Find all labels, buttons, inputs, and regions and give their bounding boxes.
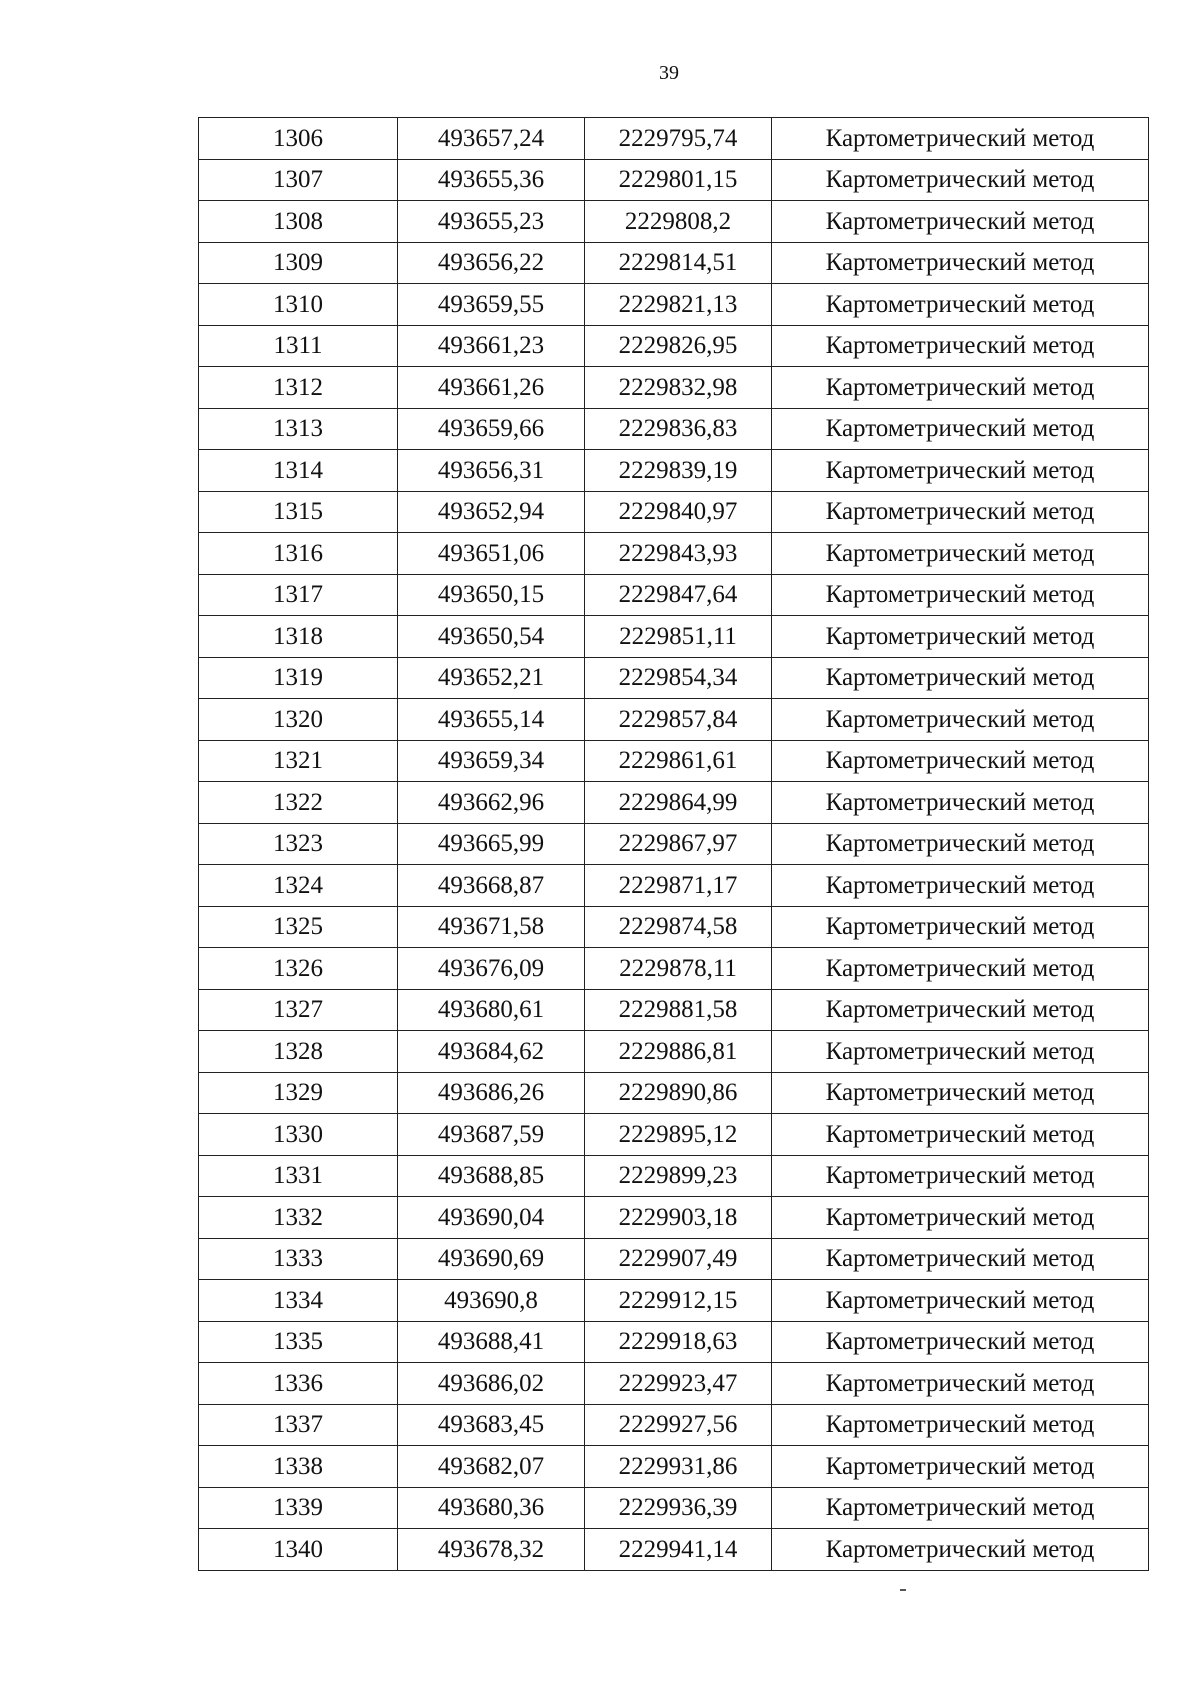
x-coordinate-cell: 493676,09 [398,948,585,990]
table-row [199,242,1149,284]
point-number-cell: 1319 [199,657,398,699]
point-number-cell: 1323 [199,823,398,865]
method-cell: Картометрический метод [772,1404,1149,1446]
point-number-cell: 1325 [199,906,398,948]
method-cell: Картометрический метод [772,1280,1149,1322]
coordinates-table [198,117,1149,1571]
method-cell: Картометрический метод [772,823,1149,865]
point-number-cell: 1309 [199,242,398,284]
method-cell: Картометрический метод [772,533,1149,575]
page-number: 39 [659,62,679,84]
point-number-cell: 1317 [199,574,398,616]
x-coordinate-cell: 493686,02 [398,1363,585,1405]
y-coordinate-cell: 2229903,18 [585,1197,772,1239]
method-cell: Картометрический метод [772,989,1149,1031]
method-cell: Картометрический метод [772,159,1149,201]
table-row [199,906,1149,948]
table-row [199,1238,1149,1280]
table-row [199,823,1149,865]
y-coordinate-cell: 2229864,99 [585,782,772,824]
point-number-cell: 1327 [199,989,398,1031]
method-cell: Картометрический метод [772,408,1149,450]
x-coordinate-cell: 493650,15 [398,574,585,616]
method-cell: Картометрический метод [772,1363,1149,1405]
point-number-cell: 1324 [199,865,398,907]
x-coordinate-cell: 493680,36 [398,1487,585,1529]
table-row [199,1280,1149,1322]
y-coordinate-cell: 2229931,86 [585,1446,772,1488]
point-number-cell: 1310 [199,284,398,326]
method-cell: Картометрический метод [772,906,1149,948]
table-row [199,1404,1149,1446]
table-row [199,159,1149,201]
method-cell: Картометрический метод [772,1238,1149,1280]
scan-mark [900,1589,906,1591]
method-cell: Картометрический метод [772,1446,1149,1488]
y-coordinate-cell: 2229890,86 [585,1072,772,1114]
point-number-cell: 1337 [199,1404,398,1446]
x-coordinate-cell: 493684,62 [398,1031,585,1073]
table-row [199,450,1149,492]
x-coordinate-cell: 493652,21 [398,657,585,699]
x-coordinate-cell: 493682,07 [398,1446,585,1488]
method-cell: Картометрический метод [772,491,1149,533]
x-coordinate-cell: 493655,14 [398,699,585,741]
y-coordinate-cell: 2229801,15 [585,159,772,201]
table-row [199,201,1149,243]
point-number-cell: 1306 [199,118,398,160]
table-row [199,948,1149,990]
point-number-cell: 1334 [199,1280,398,1322]
x-coordinate-cell: 493678,32 [398,1529,585,1571]
y-coordinate-cell: 2229912,15 [585,1280,772,1322]
point-number-cell: 1336 [199,1363,398,1405]
y-coordinate-cell: 2229923,47 [585,1363,772,1405]
x-coordinate-cell: 493687,59 [398,1114,585,1156]
point-number-cell: 1322 [199,782,398,824]
table-row [199,367,1149,409]
method-cell: Картометрический метод [772,201,1149,243]
point-number-cell: 1331 [199,1155,398,1197]
x-coordinate-cell: 493688,85 [398,1155,585,1197]
table-row [199,118,1149,160]
y-coordinate-cell: 2229878,11 [585,948,772,990]
x-coordinate-cell: 493662,96 [398,782,585,824]
table-row [199,1321,1149,1363]
x-coordinate-cell: 493661,23 [398,325,585,367]
point-number-cell: 1340 [199,1529,398,1571]
x-coordinate-cell: 493659,34 [398,740,585,782]
x-coordinate-cell: 493650,54 [398,616,585,658]
y-coordinate-cell: 2229854,34 [585,657,772,699]
table-row [199,284,1149,326]
x-coordinate-cell: 493652,94 [398,491,585,533]
y-coordinate-cell: 2229814,51 [585,242,772,284]
y-coordinate-cell: 2229839,19 [585,450,772,492]
x-coordinate-cell: 493665,99 [398,823,585,865]
table-row [199,740,1149,782]
method-cell: Картометрический метод [772,948,1149,990]
table-row [199,1031,1149,1073]
method-cell: Картометрический метод [772,1487,1149,1529]
table-row [199,616,1149,658]
point-number-cell: 1321 [199,740,398,782]
method-cell: Картометрический метод [772,118,1149,160]
table-row [199,408,1149,450]
method-cell: Картометрический метод [772,657,1149,699]
table-row [199,533,1149,575]
point-number-cell: 1318 [199,616,398,658]
method-cell: Картометрический метод [772,450,1149,492]
x-coordinate-cell: 493690,04 [398,1197,585,1239]
x-coordinate-cell: 493657,24 [398,118,585,160]
y-coordinate-cell: 2229871,17 [585,865,772,907]
y-coordinate-cell: 2229886,81 [585,1031,772,1073]
method-cell: Картометрический метод [772,574,1149,616]
point-number-cell: 1308 [199,201,398,243]
point-number-cell: 1333 [199,1238,398,1280]
method-cell: Картометрический метод [772,1031,1149,1073]
table-row [199,699,1149,741]
x-coordinate-cell: 493680,61 [398,989,585,1031]
table-row [199,1155,1149,1197]
table-row [199,1529,1149,1571]
x-coordinate-cell: 493671,58 [398,906,585,948]
method-cell: Картометрический метод [772,367,1149,409]
method-cell: Картометрический метод [772,1529,1149,1571]
method-cell: Картометрический метод [772,865,1149,907]
point-number-cell: 1328 [199,1031,398,1073]
x-coordinate-cell: 493683,45 [398,1404,585,1446]
point-number-cell: 1314 [199,450,398,492]
y-coordinate-cell: 2229836,83 [585,408,772,450]
point-number-cell: 1329 [199,1072,398,1114]
point-number-cell: 1335 [199,1321,398,1363]
table-row [199,1072,1149,1114]
y-coordinate-cell: 2229861,61 [585,740,772,782]
point-number-cell: 1311 [199,325,398,367]
table-row [199,865,1149,907]
point-number-cell: 1316 [199,533,398,575]
y-coordinate-cell: 2229851,11 [585,616,772,658]
method-cell: Картометрический метод [772,1321,1149,1363]
point-number-cell: 1320 [199,699,398,741]
x-coordinate-cell: 493651,06 [398,533,585,575]
y-coordinate-cell: 2229874,58 [585,906,772,948]
method-cell: Картометрический метод [772,242,1149,284]
x-coordinate-cell: 493656,31 [398,450,585,492]
x-coordinate-cell: 493690,8 [398,1280,585,1322]
method-cell: Картометрический метод [772,325,1149,367]
table-row [199,1363,1149,1405]
table-row [199,782,1149,824]
x-coordinate-cell: 493688,41 [398,1321,585,1363]
y-coordinate-cell: 2229918,63 [585,1321,772,1363]
y-coordinate-cell: 2229936,39 [585,1487,772,1529]
coordinates-table-body [199,118,1149,1571]
y-coordinate-cell: 2229840,97 [585,491,772,533]
point-number-cell: 1312 [199,367,398,409]
point-number-cell: 1338 [199,1446,398,1488]
table-row [199,1197,1149,1239]
table-row [199,989,1149,1031]
method-cell: Картометрический метод [772,782,1149,824]
y-coordinate-cell: 2229808,2 [585,201,772,243]
x-coordinate-cell: 493686,26 [398,1072,585,1114]
y-coordinate-cell: 2229826,95 [585,325,772,367]
method-cell: Картометрический метод [772,699,1149,741]
table-row [199,1114,1149,1156]
method-cell: Картометрический метод [772,1072,1149,1114]
x-coordinate-cell: 493656,22 [398,242,585,284]
x-coordinate-cell: 493655,23 [398,201,585,243]
x-coordinate-cell: 493655,36 [398,159,585,201]
y-coordinate-cell: 2229843,93 [585,533,772,575]
point-number-cell: 1315 [199,491,398,533]
y-coordinate-cell: 2229941,14 [585,1529,772,1571]
point-number-cell: 1339 [199,1487,398,1529]
y-coordinate-cell: 2229895,12 [585,1114,772,1156]
method-cell: Картометрический метод [772,616,1149,658]
method-cell: Картометрический метод [772,740,1149,782]
method-cell: Картометрический метод [772,1197,1149,1239]
y-coordinate-cell: 2229832,98 [585,367,772,409]
table-row [199,657,1149,699]
method-cell: Картометрический метод [772,1114,1149,1156]
table-row [199,1446,1149,1488]
x-coordinate-cell: 493690,69 [398,1238,585,1280]
y-coordinate-cell: 2229927,56 [585,1404,772,1446]
y-coordinate-cell: 2229867,97 [585,823,772,865]
x-coordinate-cell: 493661,26 [398,367,585,409]
x-coordinate-cell: 493659,55 [398,284,585,326]
x-coordinate-cell: 493668,87 [398,865,585,907]
table-row [199,325,1149,367]
x-coordinate-cell: 493659,66 [398,408,585,450]
point-number-cell: 1307 [199,159,398,201]
y-coordinate-cell: 2229795,74 [585,118,772,160]
y-coordinate-cell: 2229907,49 [585,1238,772,1280]
y-coordinate-cell: 2229857,84 [585,699,772,741]
y-coordinate-cell: 2229899,23 [585,1155,772,1197]
table-row [199,1487,1149,1529]
table-row [199,491,1149,533]
y-coordinate-cell: 2229881,58 [585,989,772,1031]
table-row [199,574,1149,616]
y-coordinate-cell: 2229847,64 [585,574,772,616]
point-number-cell: 1332 [199,1197,398,1239]
y-coordinate-cell: 2229821,13 [585,284,772,326]
point-number-cell: 1330 [199,1114,398,1156]
method-cell: Картометрический метод [772,284,1149,326]
point-number-cell: 1326 [199,948,398,990]
point-number-cell: 1313 [199,408,398,450]
method-cell: Картометрический метод [772,1155,1149,1197]
